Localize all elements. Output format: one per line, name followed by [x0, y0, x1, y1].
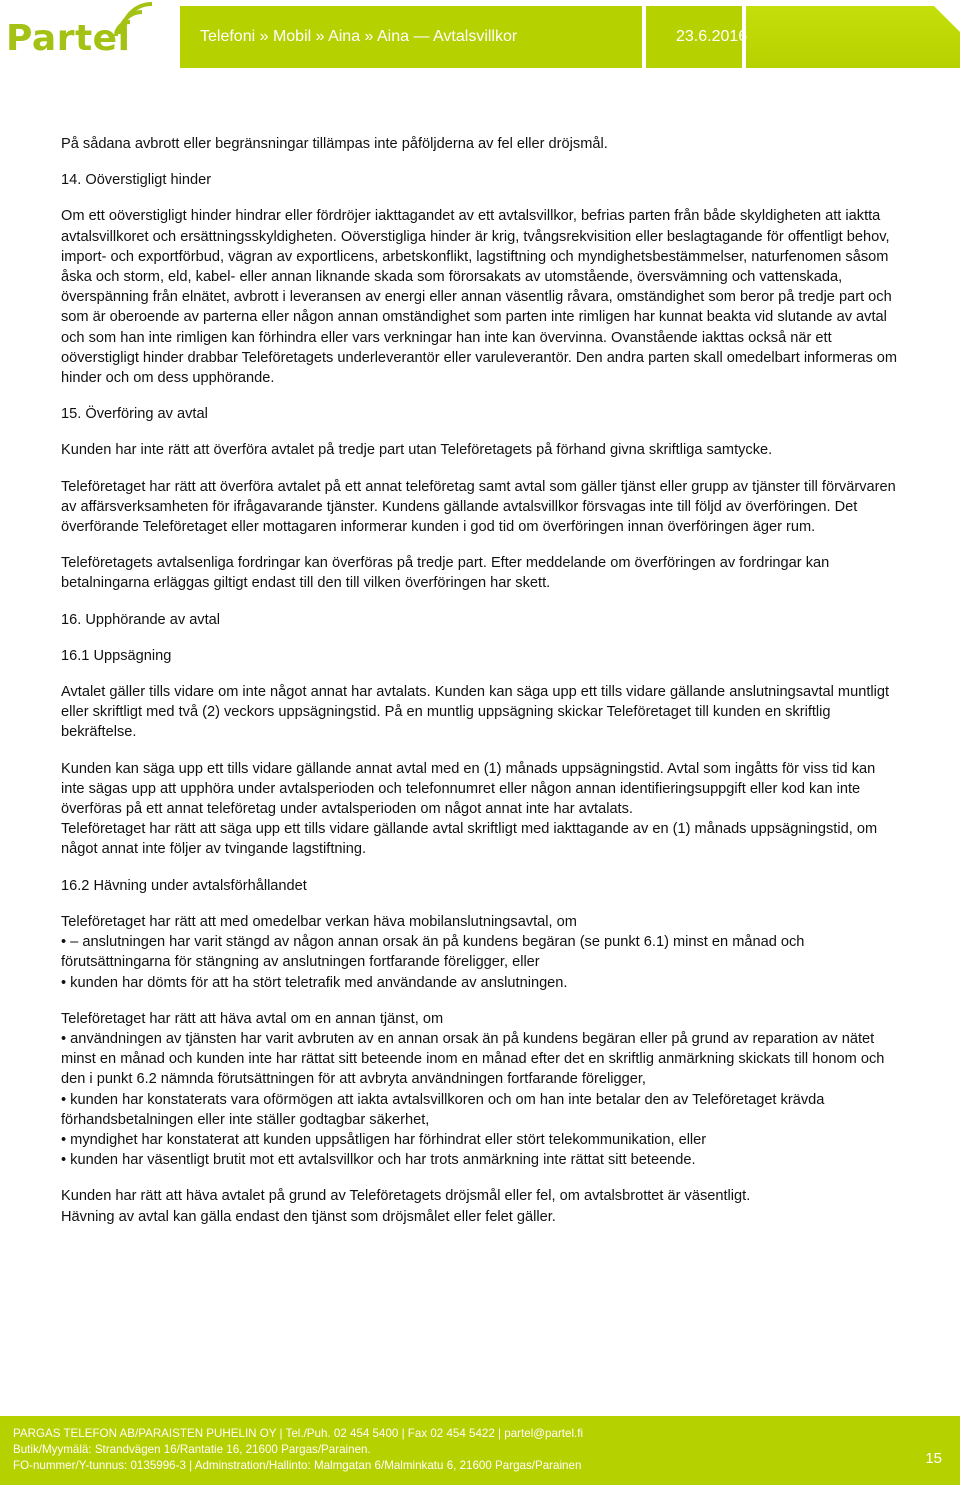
page-header: [0, 0, 960, 78]
footer-line-company: PARGAS TELEFON AB/PARAISTEN PUHELIN OY | Tel./Puh. 02 454 5400 | Fax 02 454 5422 | partel@partel.fi: [13, 1427, 584, 1440]
list-item: • kunden har dömts för att ha stört teletrafik med användande av anslutningen.: [61, 974, 568, 991]
list-item: • användningen av tjänsten har varit avbruten av en annan orsak än på kundens begäran eller på grund av reparation av nätet minst en månad och kunden inte har rättat sitt beteende inom en månad efter det en skriftlig anmärkning skickats till honom och den i punkt 6.2 nämnda förutsättningen för att avbryta användningen fortfarande föreligger,: [61, 1030, 885, 1088]
logo-text: Partel: [6, 18, 131, 59]
list-item: • kunden har väsentligt brutit mot ett avtalsvillkor och har trots anmärkning inte rättat sitt beteende.: [61, 1152, 696, 1169]
section-heading-15: 15. Överföring av avtal: [61, 406, 208, 423]
paragraph: Teleföretaget har rätt att med omedelbar verkan häva mobilanslutningsavtal, om: [61, 913, 577, 930]
paragraph: Kunden har inte rätt att överföra avtalet på tredje part utan Teleföretagets på förhand givna skriftliga samtycke.: [61, 442, 773, 459]
section-heading-14: 14. Oöverstigligt hinder: [61, 172, 212, 189]
page-footer: [0, 1416, 960, 1485]
paragraph: På sådana avbrott eller begränsningar tillämpas inte påföljderna av fel eller dröjsmål.: [61, 136, 608, 152]
footer-contact: [13, 1426, 583, 1474]
header-right-panel: [746, 6, 960, 68]
section-heading-16: 16. Upphörande av avtal: [61, 611, 221, 628]
paragraph: Hävning av avtal kan gälla endast den tjänst som dröjsmålet eller felet gäller.: [61, 1208, 556, 1225]
paragraph: Teleföretaget har rätt att säga upp ett tills vidare gällande avtal skriftligt med iakttagande av en (1) månads uppsägningstid, om något annat inte följer av tvingande lagstiftning.: [61, 821, 878, 858]
partel-logo[interactable]: [0, 0, 176, 72]
paragraph: Kunden kan säga upp ett tills vidare gällande annat avtal med en (1) månads uppsägningstid. Avtal som ingåtts för viss tid kan inte sägas upp att upphöra under avtalsperioden och telefonnumret eller någon annan identifieringsuppgift eller kod kan inte överföras på ett annat teleföretag under avtalsperioden om något annat inte har avtalats.: [61, 760, 876, 818]
page-fold-icon: [934, 6, 960, 32]
footer-line-store: Butik/Myymälä: Strandvägen 16/Rantatie 16, 21600 Pargas/Parainen.: [13, 1443, 371, 1456]
paragraph: Om ett oöverstigligt hinder hindrar eller fördröjer iakttagandet av ett avtalsvillkor, befrias parten från både skyldigheten att iaktta avtalsvillkoret och ersättningsskyldigheten. Oöverstigliga hinder är krig, tvångsrekvisition eller beslagtagande för offentligt behov, import- och exportförbud, vägran av exportlicens, arbetskonflikt, lagstiftning och myndighetsbestämmelser, naturfenomen såsom åska och storm, eld, kabel- eller annan liknande skada som förorsakats av utomstående, översvämning och vattenskada, överspänning från elnätet, avbrott i leveransen av energi eller annan väsentlig råvara, omständighet som beror på tredje part och som är oberoende av parterna eller någon annan omständighet som parten inte rimligen har kunnat beakta vid slutande av avtal och som han inte rimligen kan förhindra eller vars verkningar han inte kan övervinna. Ovanstående iakttas också när ett oöverstigligt hinder drabbar Teleföretagets underleverantör eller varuleverantör. Den andra parten skall omedelbart informeras om hinder och om dess upphörande.: [61, 208, 898, 387]
document-date: 23.6.2016: [676, 28, 748, 45]
document-body: [61, 134, 901, 1243]
list-item: • kunden har konstaterats vara oförmögen att iakta avtalsvillkoren och om han inte betalar den av Teleföretaget krävda förhandsbetalningen eller inte ställer godtagbar säkerhet,: [61, 1091, 825, 1128]
paragraph: Teleföretaget har rätt att överföra avtalet på ett annat teleföretag samt avtal som gäller tjänst eller grupp av tjänster till förvärvaren av affärsverksamheten för ifrågavarande tjänster. Kundens gällande avtalsvillkor försvagas inte till följd av överföringen. Det överförande Teleföretaget eller mottagaren informerar kunden i god tid om överföringen innan överföringen äger rum.: [61, 478, 896, 536]
breadcrumb: Telefoni » Mobil » Aina » Aina — Avtalsvillkor: [200, 28, 518, 45]
list-item: • – anslutningen har varit stängd av någon annan orsak än på kundens begäran (se punkt 6.1) minst en månad och förutsättningarna för stängning av anslutningen fortfarande föreligger, eller: [61, 934, 805, 971]
paragraph: Teleföretagets avtalsenliga fordringar kan överföras på tredje part. Efter meddelande om överföringen av fordringar kan betalningarna erläggas giltigt endast till den till vilken överföringen har skett.: [61, 555, 830, 592]
footer-line-admin: FO-nummer/Y-tunnus: 0135996-3 | Adminstration/Hallinto: Malmgatan 6/Malminkatu 6, 21600 Pargas/Parainen: [13, 1459, 582, 1472]
section-heading-16-1: 16.1 Uppsägning: [61, 647, 172, 664]
paragraph: Teleföretaget har rätt att häva avtal om en annan tjänst, om: [61, 1010, 444, 1027]
page-number: 15: [925, 1450, 942, 1467]
paragraph: Avtalet gäller tills vidare om inte något annat har avtalats. Kunden kan säga upp ett tills vidare gällande anslutningsavtal muntligt eller skriftligt med två (2) veckors uppsägningstid. På en muntlig uppsägning skickar Teleföretaget till kunden en skriftlig bekräftelse.: [61, 684, 890, 741]
paragraph: Kunden har rätt att häva avtalet på grund av Teleföretagets dröjsmål eller fel, om avtalsbrottet är väsentligt.: [61, 1188, 751, 1205]
list-item: • myndighet har konstaterat att kunden uppsåtligen har förhindrat eller stört telekommunikation, eller: [61, 1131, 707, 1148]
section-heading-16-2: 16.2 Hävning under avtalsförhållandet: [61, 877, 307, 894]
